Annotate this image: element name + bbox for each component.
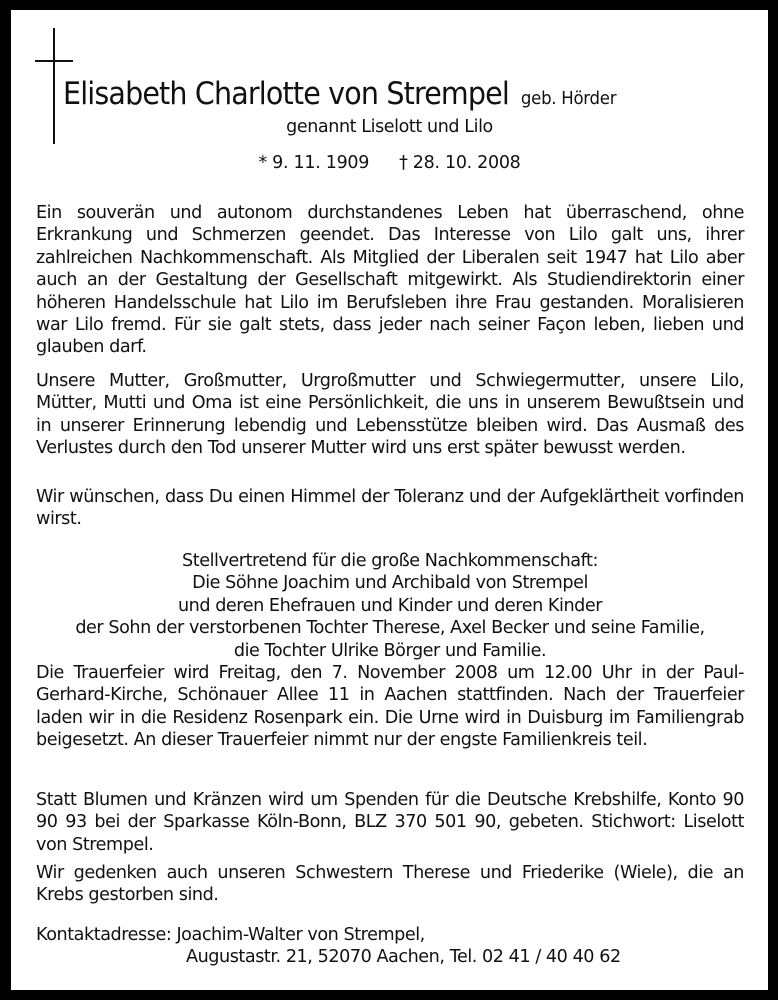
life-dates [11, 153, 768, 173]
signatory-line: Die Söhne Joachim und Archibald von Strempel [192, 573, 588, 594]
contact-address [36, 924, 744, 969]
family-paragraph: Unsere Mutter, Großmutter, Urgroßmutter und Schwiegermutter, unsere Lilo, Mütter, Mutti und Oma ist eine Persönlichkeit, die uns in unserem Bewußtsein und in unserer Erinnerung lebendig und Lebensstütze bleiben wird. Das Ausmaß des Verlustes durch den Tod unserer Mutter wird uns erst später bewusst werden. [36, 371, 744, 459]
remembrance-paragraph: Wir gedenken auch unseren Schwestern Therese und Friederike (Wiele), die an Krebs gestorben sind. [36, 863, 744, 906]
birth-name: geb. Hörder [520, 88, 617, 109]
signatory-line: und deren Ehefrauen und Kinder und deren Kinder [177, 595, 603, 616]
signatory-line: der Sohn der verstorbenen Tochter Therese, Axel Becker und seine Familie, [75, 618, 705, 639]
tribute-paragraph: Ein souverän und autonom durchstandenes Leben hat überraschend, ohne Erkrankung und Schmerzen geendet. Das Interesse von Lilo galt uns, ihrer zahlreichen Nachkommenschaft. Als Mitglied der Liberalen seit 1947 hat Lilo aber auch an der Gestaltung der Gesellschaft mitgewirkt. Als Studiendirektorin einer höheren Handelsschule hat Lilo im Berufsleben ihre Frau gestanden. Moralisieren war Lilo fremd. Für sie galt stets, dass jeder nach seiner Façon leben, lieben und glauben darf. [36, 203, 744, 358]
cross-icon-bar [35, 60, 73, 62]
signatory-line: die Tochter Ulrike Börger und Familie. [233, 640, 547, 661]
contact-line-1: Kontaktadresse: Joachim-Walter von Strempel, [36, 925, 425, 945]
contact-line-2: Augustastr. 21, 52070 Aachen, Tel. 02 41 / 40 40 62 [186, 947, 621, 968]
signatories [36, 550, 744, 662]
signatory-line: Stellvertretend für die große Nachkommenschaft: [182, 551, 598, 571]
nickname-line: genannt Liselott und Lilo [286, 117, 493, 137]
death-date: † 28. 10. 2008 [399, 153, 521, 173]
funeral-paragraph: Die Trauerfeier wird Freitag, den 7. November 2008 um 12.00 Uhr in der Paul-Gerhard-Kirche, Schönauer Allee 11 in Aachen stattfinden. Nach der Trauerfeier laden wir in die Residenz Rosenpark ein. Die Urne wird in Duisburg im Familiengrab beigesetzt. An dieser Trauerfeier nimmt nur der engste Familienkreis teil. [36, 663, 744, 751]
birth-date: * 9. 11. 1909 [258, 153, 370, 173]
obituary-notice [11, 10, 768, 990]
deceased-name: Elisabeth Charlotte von Strempel [63, 76, 509, 112]
donation-paragraph: Statt Blumen und Kränzen wird um Spenden für die Deutsche Krebshilfe, Konto 90 90 93 bei der Sparkasse Köln-Bonn, BLZ 370 501 90, gebeten. Stichwort: Liselott von Strempel. [36, 790, 744, 855]
deceased-name-line [63, 76, 616, 112]
wish-paragraph: Wir wünschen, dass Du einen Himmel der Toleranz und der Aufgeklärtheit vorfinden wirst. [36, 487, 744, 530]
